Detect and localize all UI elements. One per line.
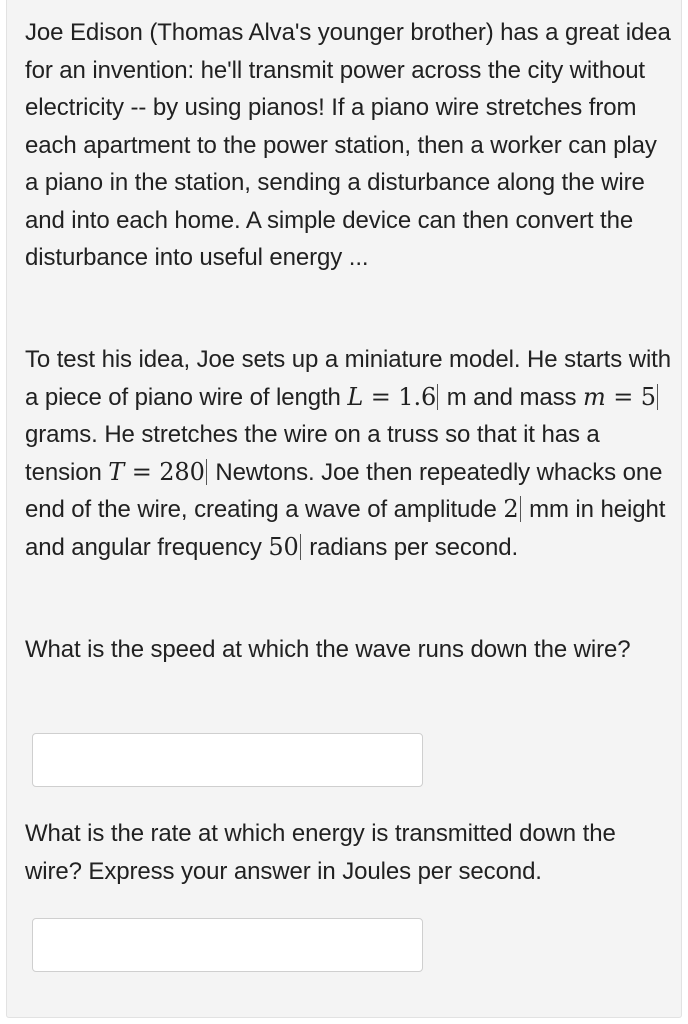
frequency-value: 50 <box>268 532 299 561</box>
question-speed: What is the speed at which the wave runs down the wire? <box>25 636 631 663</box>
tension-variable: T <box>108 457 125 486</box>
setup-text-3: grams. He stretches the wire on a truss so that it has a tension <box>25 421 600 486</box>
mass-equals: = <box>613 382 634 411</box>
amplitude-value: 2 <box>503 495 519 523</box>
length-value: 1.6 <box>398 382 437 411</box>
setup-text-1: To test his idea, Joe sets up a miniature model. He starts with a piece of piano wire of length <box>25 346 672 411</box>
tension-equals: = <box>131 457 152 486</box>
mass-value: 5 <box>640 382 656 411</box>
speed-answer-input[interactable] <box>32 733 423 787</box>
problem-card <box>6 0 682 1018</box>
intro-paragraph: Joe Edison (Thomas Alva's younger brother) has a great idea for an invention: he'll transmit power across the city without electricity -- by using pianos! If a piano wire stretches from each apartment to the power station, then a worker can play a piano in the station, sending a disturbance along the wire and into each home. A simple device can then convert the disturbance into useful energy ... <box>25 19 671 271</box>
length-equation <box>347 383 436 411</box>
tension-equation <box>108 458 205 486</box>
setup-paragraph <box>25 341 675 566</box>
question-power: What is the rate at which energy is transmitted down the wire? Express your answer in Joules per second. <box>25 820 616 885</box>
setup-text-5: mm in height and angular frequency <box>25 496 666 561</box>
tension-value: 280 <box>159 457 205 486</box>
mass-equation <box>583 383 656 411</box>
mass-variable: m <box>583 382 606 411</box>
setup-text-2: m and mass <box>440 383 584 411</box>
length-variable: L <box>347 382 364 411</box>
frequency-cursor <box>300 534 301 560</box>
length-cursor <box>437 384 438 410</box>
tension-cursor <box>206 459 207 485</box>
setup-text-6: radians per second. <box>302 533 519 561</box>
length-equals: = <box>370 382 391 411</box>
setup-text-4: Newtons. Joe then repeatedly whacks one end of the wire, creating a wave of amplitude <box>25 458 663 523</box>
mass-cursor <box>657 384 658 410</box>
power-answer-input[interactable] <box>32 918 423 972</box>
amplitude-cursor <box>520 496 521 522</box>
